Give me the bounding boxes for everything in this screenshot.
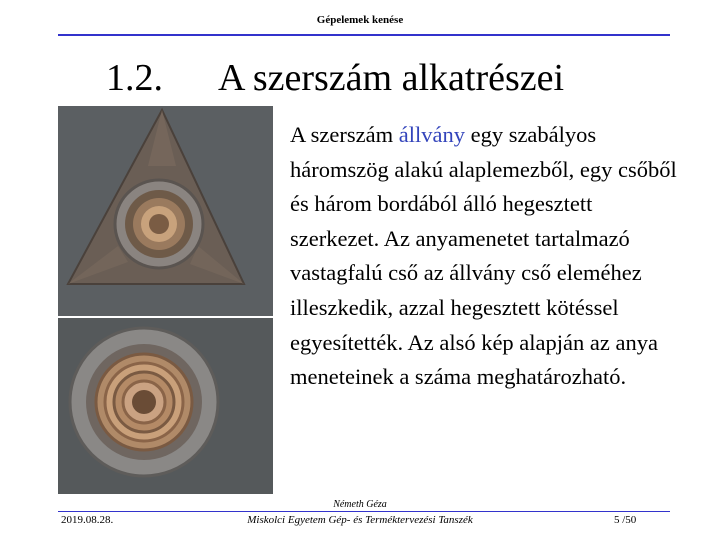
tool-stand-photo — [58, 106, 273, 316]
footer-institute: Miskolci Egyetem Gép- és Terméktervezési Tanszék — [247, 514, 473, 526]
footer-date: 2019.08.28. — [61, 514, 114, 526]
footer-author: Németh Géza — [333, 499, 387, 510]
body-keyword: állvány — [398, 122, 465, 147]
section-number: 1.2. — [106, 57, 163, 99]
body-text-after: egy szabályos háromszög alakú alaplemezből, egy csőből és három bordából álló hegesztett szerkezet. Az anyamenetet tartalmazó vastagfalú cső az állvány cső eleméhez illeszkedik, azzal hegesztett kötéssel egyesítették. Az alsó kép alapján az anya meneteinek a száma meghatározható. — [290, 122, 677, 390]
body-text-before: A szerszám — [290, 122, 399, 147]
footer-page-number: 5 /50 — [614, 514, 637, 526]
nut-thread-illustration — [58, 318, 273, 494]
header-title: Gépelemek kenése — [316, 14, 404, 26]
slide-title: A szerszám alkatrészei — [218, 57, 565, 99]
footer-divider — [58, 511, 670, 512]
tool-stand-illustration — [58, 106, 273, 316]
header-divider — [58, 34, 670, 36]
body-paragraph — [290, 118, 685, 395]
nut-thread-photo — [58, 318, 273, 494]
